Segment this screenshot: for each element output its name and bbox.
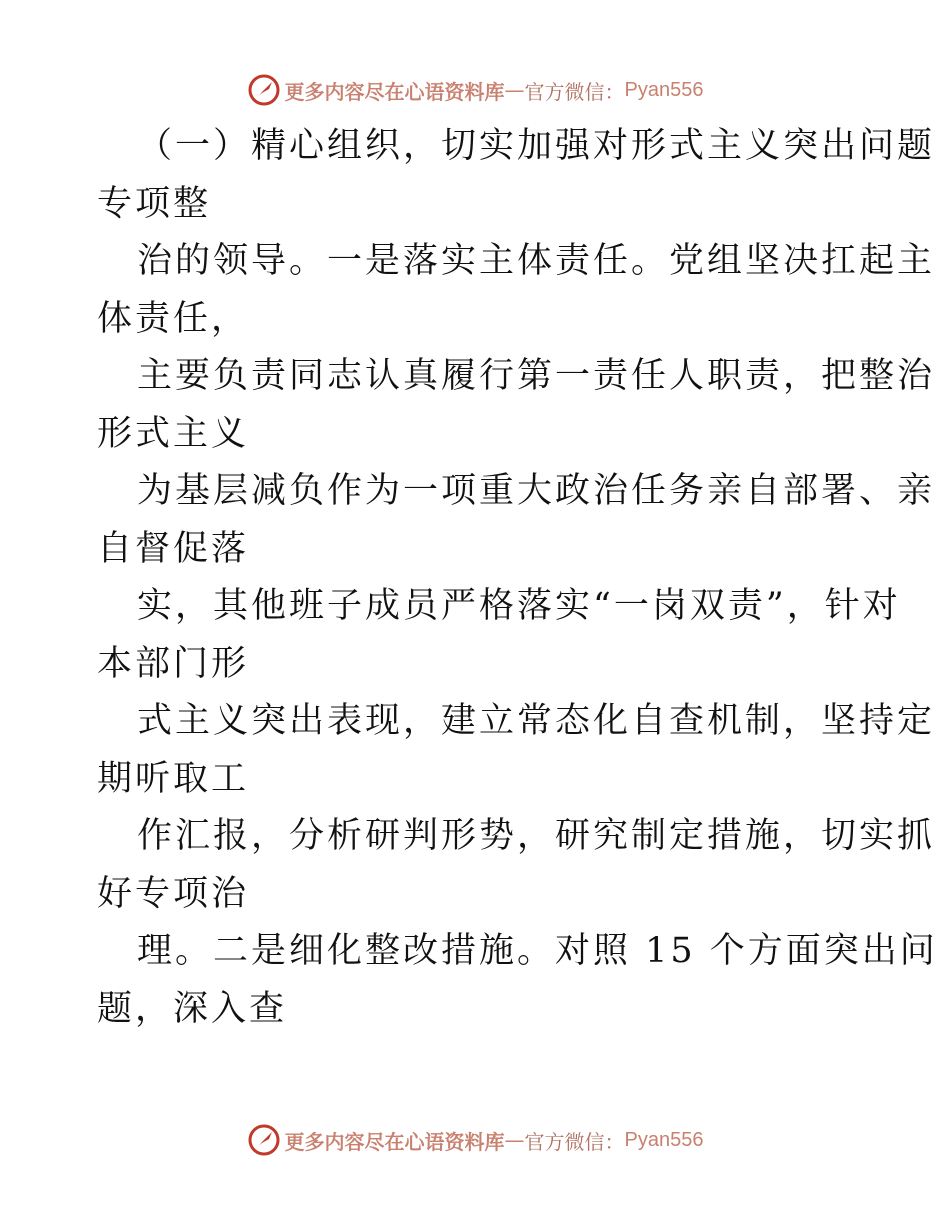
header-watermark (0, 70, 950, 110)
text-line: 本部门形 (97, 643, 250, 684)
text-line: 治的领导。一是落实主体责任。党组坚决扛起主 (137, 241, 936, 281)
text-line: 题，深入查 (97, 988, 288, 1029)
text-line: 自督促落 (97, 528, 250, 569)
footer-watermark (0, 1120, 950, 1160)
text-line: 体责任， (97, 298, 250, 339)
watermark-separator: — (504, 78, 525, 102)
text-line: （一）精心组织，切实加强对形式主义突出问题 (137, 126, 936, 166)
text-line: 作汇报，分析研判形势，研究制定措施，切实抓 (137, 816, 936, 856)
text-line: 主要负责同志认真履行第一责任人职责，把整治 (137, 356, 936, 396)
text-line: 形式主义 (97, 413, 250, 454)
text-line: 实，其他班子成员严格落实“一岗双责”，针对 (137, 586, 901, 626)
watermark-official-label: 官方微信： (524, 1129, 625, 1154)
watermark-site-text: 更多内容尽在心语资料库 (284, 1129, 505, 1154)
watermark-separator: — (504, 1128, 525, 1152)
text-line: 为基层减负作为一项重大政治任务亲自部署、亲 (137, 471, 936, 511)
text-line: 期听取工 (97, 758, 250, 799)
text-line: 理。二是细化整改措施。对照 15 个方面突出问 (137, 931, 938, 971)
watermark-official-label: 官方微信： (524, 79, 625, 104)
text-line: 专项整 (97, 183, 212, 224)
watermark-site-text: 更多内容尽在心语资料库 (284, 79, 505, 104)
watermark-account-id: Pyan556 (624, 1128, 704, 1151)
quill-circle-logo-icon (247, 73, 281, 107)
watermark-account-id: Pyan556 (624, 78, 704, 101)
text-line: 式主义突出表现，建立常态化自查机制，坚持定 (137, 701, 936, 741)
document-body (97, 118, 938, 1038)
text-line: 好专项治 (97, 873, 250, 914)
quill-circle-logo-icon (247, 1123, 281, 1157)
